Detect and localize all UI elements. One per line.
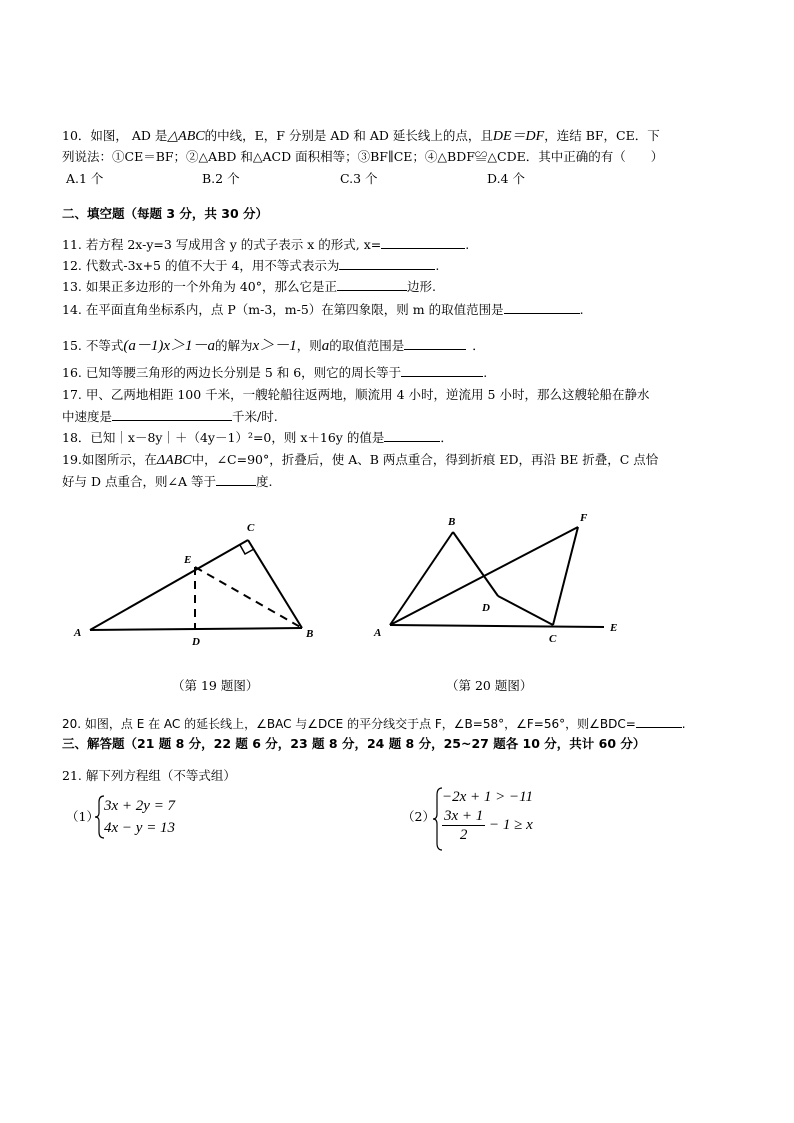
q20-text: 20. 如图，点 E 在 AC 的延长线上，∠BAC 与∠DCE 的平分线交于点 F，∠B=58°，∠F=56°，则∠BDC= xyxy=(62,717,636,731)
q17-line2 xyxy=(62,407,278,426)
q12-text: 12. 代数式-3x+5 的值不大于 4，用不等式表示为 xyxy=(62,258,340,273)
fig19-label-e: E xyxy=(184,554,192,566)
q19-text-a: 19.如图所示，在 xyxy=(62,452,157,467)
fig20-bisector-cf xyxy=(553,527,578,625)
q11-blank[interactable] xyxy=(381,235,465,249)
q19-text-line2: 好与 D 点重合，则∠A 等于 xyxy=(62,474,216,489)
q10-line2: 列说法：①CE＝BF；②△ABD 和△ACD 面积相等；③BF∥CE；④△BDF≌△CDE．其中正确的有（ ） xyxy=(62,149,664,164)
q10-option-c: C.3 个 xyxy=(340,171,378,186)
q21-p2-rest: − 1 ≥ x xyxy=(489,816,533,833)
figure-19 xyxy=(0,505,360,655)
q15-blank[interactable] xyxy=(404,336,466,350)
fig19-side-cb xyxy=(248,540,302,628)
q19-line2 xyxy=(62,472,272,491)
fig20-line-ae xyxy=(390,625,604,627)
q20-end: . xyxy=(681,717,686,731)
q15-var-a: a xyxy=(321,338,330,354)
q21-p1-label: （1） xyxy=(66,809,99,824)
q20-blank[interactable] xyxy=(636,714,682,728)
q15 xyxy=(62,336,485,355)
fig20-label-c: C xyxy=(549,633,557,645)
q11-text: 11. 若方程 2x-y=3 写成用含 y 的式子表示 x 的形式, x= xyxy=(62,237,382,252)
q21-p1-eq2: 4x − y = 13 xyxy=(104,820,176,836)
q14-text: 14. 在平面直角坐标系内，点 P（m-3，m-5）在第四象限，则 m 的取值范围是 xyxy=(62,302,504,317)
q10-line1 xyxy=(62,127,660,146)
q21-title: 21. 解下列方程组（不等式组） xyxy=(62,768,236,783)
q18-end: ． xyxy=(440,430,453,445)
figure-20 xyxy=(360,505,660,655)
fig20-label-f: F xyxy=(580,512,588,524)
fig19-label-d: D xyxy=(192,636,200,648)
q13-text: 13. 如果正多边形的一个外角为 40°，那么它是正 xyxy=(62,279,337,294)
q15-text-a: 15. 不等式 xyxy=(62,338,124,353)
section3-heading: 三、解答题（21 题 8 分，22 题 6 分，23 题 8 分，24 题 8 分，25~27 题各 10 分，共计 60 分） xyxy=(62,736,646,751)
q18-blank[interactable] xyxy=(384,428,440,442)
q19-text-c: 中，∠C=90°，折叠后，使 A、B 两点重合，得到折痕 ED，再沿 BE 折叠，C 点恰 xyxy=(191,452,659,467)
q15-solution: x＞－1 xyxy=(252,338,297,354)
q14-blank[interactable] xyxy=(504,300,580,314)
fig20-label-e: E xyxy=(610,622,618,634)
q16-blank[interactable] xyxy=(401,363,483,377)
q13-blank[interactable] xyxy=(337,277,407,291)
fig19-caption: （第 19 题图） xyxy=(172,678,259,693)
q12-end: . xyxy=(435,258,440,273)
q10-text-a: 10．如图， AD 是 xyxy=(62,128,168,143)
fig20-side-dc xyxy=(498,596,553,625)
fig20-side-bd xyxy=(453,532,498,596)
q17-line1: 17. 甲、乙两地相距 100 千米，一艘轮船往返两地，顺流用 4 小时，逆流用 5 小时，那么这艘轮船在静水 xyxy=(62,387,650,402)
q21-p2-eq1: −2x + 1 > −11 xyxy=(442,789,534,805)
q19-triangle: ΔABC xyxy=(156,453,192,468)
fig19-label-c: C xyxy=(247,522,255,534)
fig20-caption: （第 20 题图） xyxy=(446,678,533,693)
fig19-label-a: A xyxy=(74,627,82,639)
fig19-side-ac xyxy=(90,540,248,630)
q18 xyxy=(62,428,453,447)
q15-inequality: (a－1)x＞1－a xyxy=(123,338,216,354)
q21-p1-eq1: 3x + 2y = 7 xyxy=(104,798,176,814)
q10-option-b: B.2 个 xyxy=(202,171,240,186)
fig20-label-d: D xyxy=(482,602,490,614)
q19-end: 度. xyxy=(255,474,273,489)
q16 xyxy=(62,363,487,382)
q12 xyxy=(62,256,439,275)
q10-option-a: A.1 个 xyxy=(66,171,104,186)
q13 xyxy=(62,277,436,296)
q21-p2-eq2 xyxy=(442,807,533,844)
q14 xyxy=(62,300,584,319)
q15-end: ． xyxy=(472,338,485,353)
q16-end: . xyxy=(483,365,488,380)
q15-text-e: ，则 xyxy=(296,338,322,353)
fig20-label-b: B xyxy=(448,516,456,528)
q11 xyxy=(62,235,469,254)
q18-text: 18．已知｜x－8y｜＋（4y－1）²=0，则 x＋16y 的值是 xyxy=(62,430,385,445)
q10-text-c: 的中线，E，F 分别是 AD 和 AD 延长线上的点，且 xyxy=(204,128,493,143)
fig20-label-a: A xyxy=(374,627,382,639)
q17-text-a: 中速度是 xyxy=(62,409,113,424)
q21-p2-fraction xyxy=(442,807,485,844)
section2-heading: 二、填空题（每题 3 分，共 30 分） xyxy=(62,206,269,221)
q20 xyxy=(62,714,686,733)
q11-end: . xyxy=(465,237,470,252)
q10-option-d: D.4 个 xyxy=(487,171,525,186)
fig19-label-b: B xyxy=(306,628,314,640)
fig19-fold-eb xyxy=(195,567,302,628)
q13-end: 边形. xyxy=(406,279,436,294)
q21-p2-numerator: 3x + 1 xyxy=(444,808,484,824)
q10-text-e: ，连结 BF，CE．下 xyxy=(544,128,660,143)
q21-p2-denominator: 2 xyxy=(459,827,468,843)
q21-p2-label: （2） xyxy=(402,809,435,824)
q19-blank[interactable] xyxy=(216,472,256,486)
q15-text-c: 的解为 xyxy=(215,338,253,353)
q15-text-g: 的取值范围是 xyxy=(329,338,405,353)
q17-end: 千米/时. xyxy=(232,409,278,424)
q17-blank[interactable] xyxy=(112,407,232,421)
q19-line1 xyxy=(62,451,658,470)
fig20-side-ab xyxy=(390,532,453,625)
q10-triangle-abc: △ABC xyxy=(167,129,205,144)
q12-blank[interactable] xyxy=(339,256,435,270)
q10-de-df: DE＝DF xyxy=(492,129,545,144)
q16-text: 16. 已知等腰三角形的两边长分别是 5 和 6，则它的周长等于 xyxy=(62,365,402,380)
q14-end: . xyxy=(579,302,584,317)
